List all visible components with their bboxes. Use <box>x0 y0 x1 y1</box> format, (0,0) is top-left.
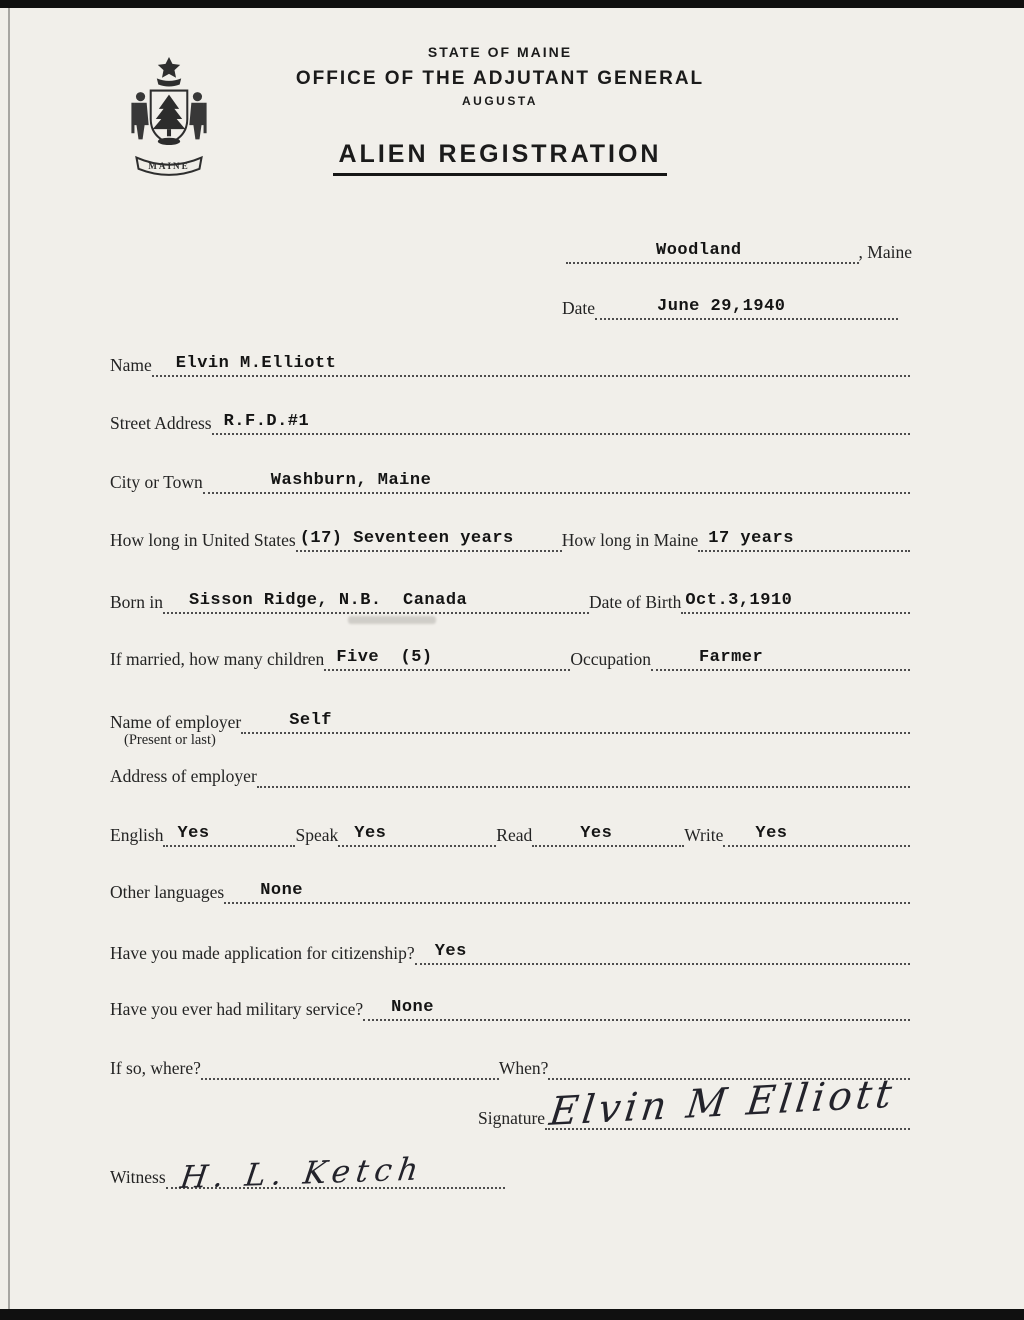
english-line <box>163 821 295 847</box>
witness-line <box>166 1151 505 1196</box>
employer-address-row <box>110 762 910 788</box>
citizenship-row <box>110 939 910 965</box>
military-label: Have you ever had military service? <box>110 999 364 1019</box>
name-label: Name <box>110 355 152 375</box>
where-when-row <box>110 1054 910 1080</box>
dob-label: Date of Birth <box>589 592 682 612</box>
occupation-line <box>651 645 910 671</box>
military-line <box>363 995 910 1021</box>
us-years-label: How long in United States <box>110 530 296 550</box>
dob-line <box>681 588 910 614</box>
form-title: ALIEN REGISTRATION <box>333 140 668 176</box>
signature-label: Signature <box>478 1108 546 1128</box>
header-office: OFFICE OF THE ADJUTANT GENERAL <box>295 68 705 89</box>
where-label: If so, where? <box>110 1058 201 1078</box>
other-languages-row <box>110 878 910 904</box>
date-value: June 29,1940 <box>657 297 786 316</box>
header-city: AUGUSTA <box>462 94 538 108</box>
where-line <box>201 1054 499 1080</box>
city-row <box>110 468 910 494</box>
date-line <box>595 294 898 320</box>
employer-address-line <box>257 762 910 788</box>
children-value: Five (5) <box>336 648 433 667</box>
write-line <box>723 821 910 847</box>
military-row <box>110 995 910 1021</box>
employer-label: Name of employer <box>110 712 242 732</box>
english-value: Yes <box>177 824 210 843</box>
employer-line <box>241 708 910 734</box>
speak-line <box>338 821 496 847</box>
city-label: City or Town <box>110 472 203 492</box>
birth-row <box>110 588 910 614</box>
signature-handwriting: Elvin M Elliott <box>547 1071 899 1135</box>
children-line <box>324 645 570 671</box>
employer-address-label: Address of employer <box>110 766 257 786</box>
language-skills-row <box>110 821 910 847</box>
header-title-wrap <box>90 140 910 176</box>
occupation-label: Occupation <box>570 649 651 669</box>
witness-handwriting: H. L. Ketch <box>177 1151 427 1196</box>
occupation-value: Farmer <box>698 648 764 667</box>
citizenship-line <box>415 939 910 965</box>
witness-row <box>110 1151 505 1196</box>
place-suffix: , Maine <box>858 242 912 262</box>
header-state: STATE OF MAINE <box>427 44 573 60</box>
write-label: Write <box>684 825 724 845</box>
street-line <box>212 409 910 435</box>
military-value: None <box>391 998 434 1017</box>
maine-years-value: 17 years <box>708 529 794 548</box>
employer-sublabel: (Present or last) <box>124 732 216 748</box>
date-label: Date <box>562 298 596 318</box>
children-label: If married, how many children <box>110 649 325 669</box>
date-row <box>562 294 898 320</box>
employer-row <box>110 708 910 748</box>
erased-text-smudge <box>348 616 436 624</box>
citizenship-value: Yes <box>434 942 467 961</box>
place-value: Woodland <box>656 241 742 260</box>
read-value: Yes <box>580 824 613 843</box>
speak-value: Yes <box>354 824 387 843</box>
residence-duration-row <box>110 526 910 552</box>
employer-value: Self <box>289 711 333 730</box>
us-years-value: (17) Seventeen years <box>299 529 514 548</box>
maine-years-line <box>698 526 910 552</box>
name-line <box>152 351 910 377</box>
name-value: Elvin M.Elliott <box>175 354 337 373</box>
born-in-value: Sisson Ridge, N.B. Canada <box>189 591 468 610</box>
other-languages-line <box>224 878 910 904</box>
employer-label-wrap <box>110 710 242 748</box>
read-line <box>532 821 684 847</box>
street-label: Street Address <box>110 413 212 433</box>
scan-edge-top <box>0 0 1024 8</box>
speak-label: Speak <box>295 825 339 845</box>
street-value: R.F.D.#1 <box>223 412 310 431</box>
born-in-label: Born in <box>110 592 163 612</box>
witness-label: Witness <box>110 1167 166 1187</box>
place-line <box>566 238 859 264</box>
name-row <box>110 351 910 377</box>
children-occupation-row <box>110 645 910 671</box>
place-row <box>566 238 912 264</box>
other-languages-label: Other languages <box>110 882 225 902</box>
english-label: English <box>110 825 164 845</box>
read-label: Read <box>496 825 533 845</box>
seal-banner-text: MAINE <box>148 160 190 171</box>
street-row <box>110 409 910 435</box>
write-value: Yes <box>755 824 788 843</box>
us-years-line <box>296 526 562 552</box>
born-in-line <box>163 588 589 614</box>
city-value: Washburn, Maine <box>270 471 432 490</box>
other-languages-value: None <box>260 881 304 900</box>
signature-row <box>478 1071 910 1135</box>
dob-value: Oct.3,1910 <box>685 591 793 610</box>
scan-edge-left <box>8 8 10 1309</box>
scan-edge-bottom <box>0 1309 1024 1320</box>
when-label: When? <box>498 1058 549 1078</box>
citizenship-label: Have you made application for citizenship? <box>110 943 415 963</box>
signature-line <box>545 1071 910 1135</box>
city-line <box>203 468 910 494</box>
maine-years-label: How long in Maine <box>561 530 699 550</box>
